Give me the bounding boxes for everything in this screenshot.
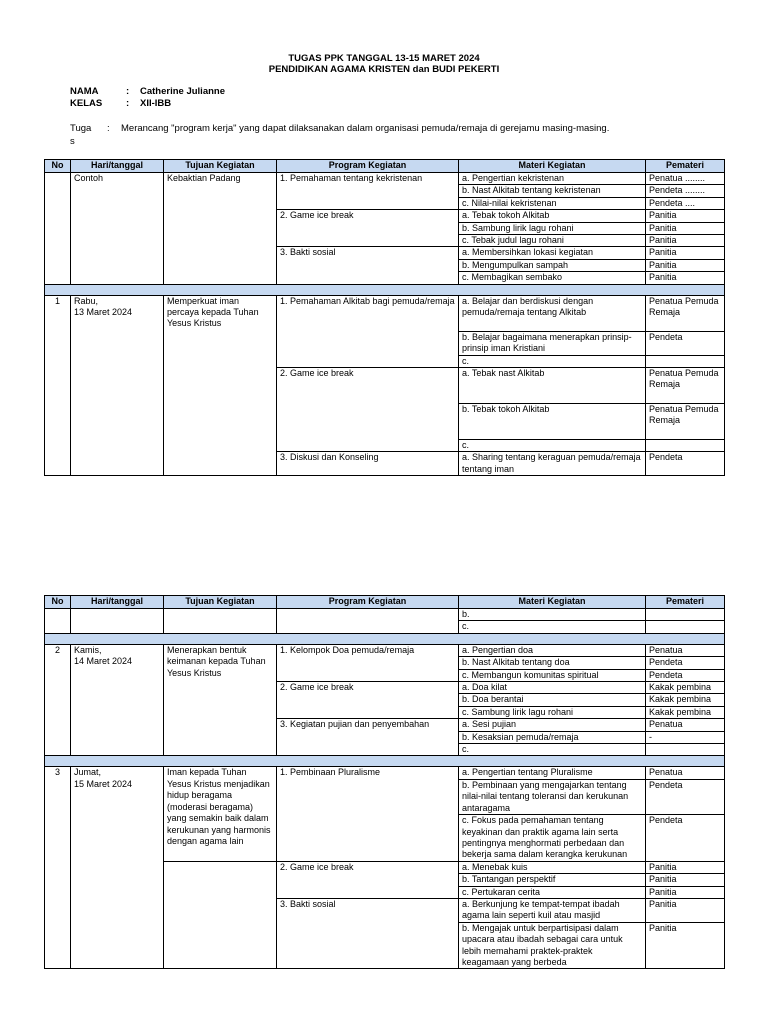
pemateri-cell: Kakak pembina (646, 682, 725, 694)
pemateri-cell: Panitia (646, 861, 725, 873)
kelas-colon: : (126, 98, 130, 109)
separator-cell (45, 756, 725, 767)
materi-cell: a. Doa kilat (459, 682, 646, 694)
materi-cell: a. Pengertian doa (459, 644, 646, 656)
materi-cell: b. Pembinaan yang mengajarkan tentang nilai-nilai tentang toleransi dan kerukunan antaragama (459, 779, 646, 814)
materi-cell: a. Tebak tokoh Alkitab (459, 210, 646, 222)
materi-cell: a. Menebak kuis (459, 861, 646, 873)
pemateri-cell: Panitia (646, 222, 725, 234)
tugas-label-wrap: s (70, 136, 75, 147)
materi-cell: c. Tebak judul lagu rohani (459, 235, 646, 247)
materi-cell: b. Tebak tokoh Alkitab (459, 404, 646, 440)
materi-cell: b. Mengumpulkan sampah (459, 259, 646, 271)
day2-tujuan-cell: Menerapkan bentuk keimanan kepada Tuhan Yesus Kristus (164, 644, 277, 756)
day2-program-cell: 3. Kegiatan pujian dan penyembahan (277, 719, 459, 756)
col-header-no: No (45, 160, 71, 173)
pemateri-cell: Penatua Pemuda Remaja (646, 368, 725, 404)
table-row (45, 644, 725, 656)
materi-cell: c. Sambung lirik lagu rohani (459, 706, 646, 718)
example-program-cell: 1. Pemahaman tentang kekristenan (277, 173, 459, 210)
materi-cell: c. Nilai-nilai kekristenan (459, 197, 646, 209)
day3-no-cell: 3 (45, 767, 71, 969)
materi-cell: b. Tantangan perspektif (459, 874, 646, 886)
col-header-pemateri: Pemateri (646, 596, 725, 609)
tugas-text: Merancang "program kerja" yang dapat dilaksanakan dalam organisasi pemuda/remaja di gerejamu masing-masing. (121, 123, 610, 134)
pemateri-cell: Kakak pembina (646, 706, 725, 718)
pemateri-cell: Pendeta (646, 452, 725, 476)
table-row (45, 295, 725, 331)
day2-no-cell: 2 (45, 644, 71, 756)
tugas-colon: : (107, 123, 110, 134)
day3-hari-cell: Jumat, 15 Maret 2024 (71, 767, 164, 969)
pemateri-cell (646, 744, 725, 756)
pemateri-cell: Penatua (646, 644, 725, 656)
materi-cell: b. (459, 609, 646, 621)
materi-cell: b. Sambung lirik lagu rohani (459, 222, 646, 234)
pemateri-cell: Penatua ........ (646, 173, 725, 185)
day1-program-cell: 3. Diskusi dan Konseling (277, 452, 459, 476)
table-row (45, 767, 725, 779)
day2-program-cell: 1. Kelompok Doa pemuda/remaja (277, 644, 459, 681)
materi-cell: a. Pengertian tentang Pluralisme (459, 767, 646, 779)
materi-cell: b. Nast Alkitab tentang doa (459, 657, 646, 669)
continuation-no-cell (45, 609, 71, 634)
col-header-tujuan: Tujuan Kegiatan (164, 160, 277, 173)
col-header-materi: Materi Kegiatan (459, 596, 646, 609)
materi-cell: a. Sharing tentang keraguan pemuda/remaja tentang iman (459, 452, 646, 476)
pemateri-cell: Pendeta (646, 815, 725, 862)
materi-cell: c. (459, 440, 646, 452)
materi-cell: c. Pertukaran cerita (459, 886, 646, 898)
pemateri-cell: Penatua (646, 767, 725, 779)
col-header-hari: Hari/tanggal (71, 160, 164, 173)
materi-cell: c. (459, 355, 646, 367)
pemateri-cell: Penatua Pemuda Remaja (646, 404, 725, 440)
pemateri-cell: Panitia (646, 922, 725, 969)
pemateri-cell: Pendeta (646, 779, 725, 814)
pemateri-cell: Kakak pembina (646, 694, 725, 706)
day3-program-cell: 1. Pembinaan Pluralisme (277, 767, 459, 861)
pemateri-cell: Panitia (646, 235, 725, 247)
pemateri-cell (646, 440, 725, 452)
document-title: TUGAS PPK TANGGAL 13-15 MARET 2024 (288, 53, 480, 64)
col-header-hari: Hari/tanggal (71, 596, 164, 609)
pemateri-cell (646, 609, 725, 621)
materi-cell: a. Berkunjung ke tempat-tempat ibadah agama lain seperti kuil atau masjid (459, 898, 646, 922)
materi-cell: c. (459, 621, 646, 633)
separator-row (45, 756, 725, 767)
materi-cell: a. Pengertian kekristenan (459, 173, 646, 185)
materi-cell: c. (459, 744, 646, 756)
col-header-materi: Materi Kegiatan (459, 160, 646, 173)
example-hari-cell: Contoh (71, 173, 164, 285)
pemateri-cell: Penatua (646, 719, 725, 731)
table-row (45, 609, 725, 621)
continuation-hari-cell (71, 609, 164, 634)
day1-program-cell: 2. Game ice break (277, 368, 459, 452)
pemateri-cell: - (646, 731, 725, 743)
example-program-cell: 2. Game ice break (277, 210, 459, 247)
table-header-row (45, 596, 725, 609)
pemateri-cell: Panitia (646, 247, 725, 259)
kelas-value: XII-IBB (140, 98, 172, 109)
materi-cell: a. Belajar dan berdiskusi dengan pemuda/remaja tentang Alkitab (459, 295, 646, 331)
separator-row (45, 633, 725, 644)
nama-label: NAMA (70, 86, 99, 97)
col-header-no: No (45, 596, 71, 609)
day3-program-cell: 2. Game ice break (277, 861, 459, 898)
materi-cell: b. Belajar bagaimana menerapkan prinsip-prinsip iman Kristiani (459, 331, 646, 355)
materi-cell: c. Fokus pada pemahaman tentang keyakinan dan praktik agama lain serta pentingnya menghormati perbedaan dan bekerja sama dalam kerangka kerukunan (459, 815, 646, 862)
day3-tujuan-cell: Iman kepada Tuhan Yesus Kristus menjadikan hidup beragama (moderasi beragama) yang semakin baik dalam kerukunan yang harmonis dengan agama lain (164, 767, 277, 861)
nama-colon: : (126, 86, 130, 97)
pemateri-cell: Pendeta (646, 331, 725, 355)
pemateri-cell: Panitia (646, 874, 725, 886)
pemateri-cell: Penatua Pemuda Remaja (646, 295, 725, 331)
tugas-label: Tuga (70, 123, 92, 134)
day2-hari-cell: Kamis, 14 Maret 2024 (71, 644, 164, 756)
day2-program-cell: 2. Game ice break (277, 682, 459, 719)
separator-row (45, 284, 725, 295)
program-table-2 (44, 595, 725, 969)
pemateri-cell (646, 621, 725, 633)
col-header-program: Program Kegiatan (277, 160, 459, 173)
example-program-cell: 3. Bakti sosial (277, 247, 459, 284)
pemateri-cell: Panitia (646, 272, 725, 284)
day3-program-cell: 3. Bakti sosial (277, 898, 459, 968)
pemateri-cell: Panitia (646, 210, 725, 222)
materi-cell: c. Membangun komunitas spiritual (459, 669, 646, 681)
pemateri-cell (646, 355, 725, 367)
day3-tujuan-cont-cell (164, 861, 277, 969)
pemateri-cell: Pendeta (646, 669, 725, 681)
day1-hari-cell: Rabu, 13 Maret 2024 (71, 295, 164, 476)
continuation-tujuan-cell (164, 609, 277, 634)
example-tujuan-cell: Kebaktian Padang (164, 173, 277, 285)
day1-program-cell: 1. Pemahaman Alkitab bagi pemuda/remaja (277, 295, 459, 367)
pemateri-cell: Panitia (646, 259, 725, 271)
materi-cell: b. Doa berantai (459, 694, 646, 706)
pemateri-cell: Panitia (646, 886, 725, 898)
separator-cell (45, 633, 725, 644)
pemateri-cell: Panitia (646, 898, 725, 922)
pemateri-cell: Pendeta ........ (646, 185, 725, 197)
table-row (45, 173, 725, 185)
continuation-program-cell (277, 609, 459, 634)
materi-cell: c. Membagikan sembako (459, 272, 646, 284)
col-header-pemateri: Pemateri (646, 160, 725, 173)
materi-cell: a. Sesi pujian (459, 719, 646, 731)
materi-cell: a. Tebak nast Alkitab (459, 368, 646, 404)
kelas-label: KELAS (70, 98, 103, 109)
materi-cell: b. Kesaksian pemuda/remaja (459, 731, 646, 743)
separator-cell (45, 284, 725, 295)
pemateri-cell: Pendeta .... (646, 197, 725, 209)
table-header-row (45, 160, 725, 173)
program-table-1 (44, 159, 725, 476)
day1-no-cell: 1 (45, 295, 71, 476)
materi-cell: a. Membersihkan lokasi kegiatan (459, 247, 646, 259)
pemateri-cell: Pendeta (646, 657, 725, 669)
document-subtitle: PENDIDIKAN AGAMA KRISTEN dan BUDI PEKERTI (268, 64, 500, 75)
materi-cell: b. Mengajak untuk berpartisipasi dalam upacara atau ibadah sebagai cara untuk lebih memahami praktek-praktek keagamaan yang berbeda (459, 922, 646, 969)
materi-cell: b. Nast Alkitab tentang kekristenan (459, 185, 646, 197)
nama-value: Catherine Julianne (140, 86, 225, 97)
col-header-tujuan: Tujuan Kegiatan (164, 596, 277, 609)
day1-tujuan-cell: Memperkuat iman percaya kepada Tuhan Yesus Kristus (164, 295, 277, 476)
example-no-cell (45, 173, 71, 285)
col-header-program: Program Kegiatan (277, 596, 459, 609)
